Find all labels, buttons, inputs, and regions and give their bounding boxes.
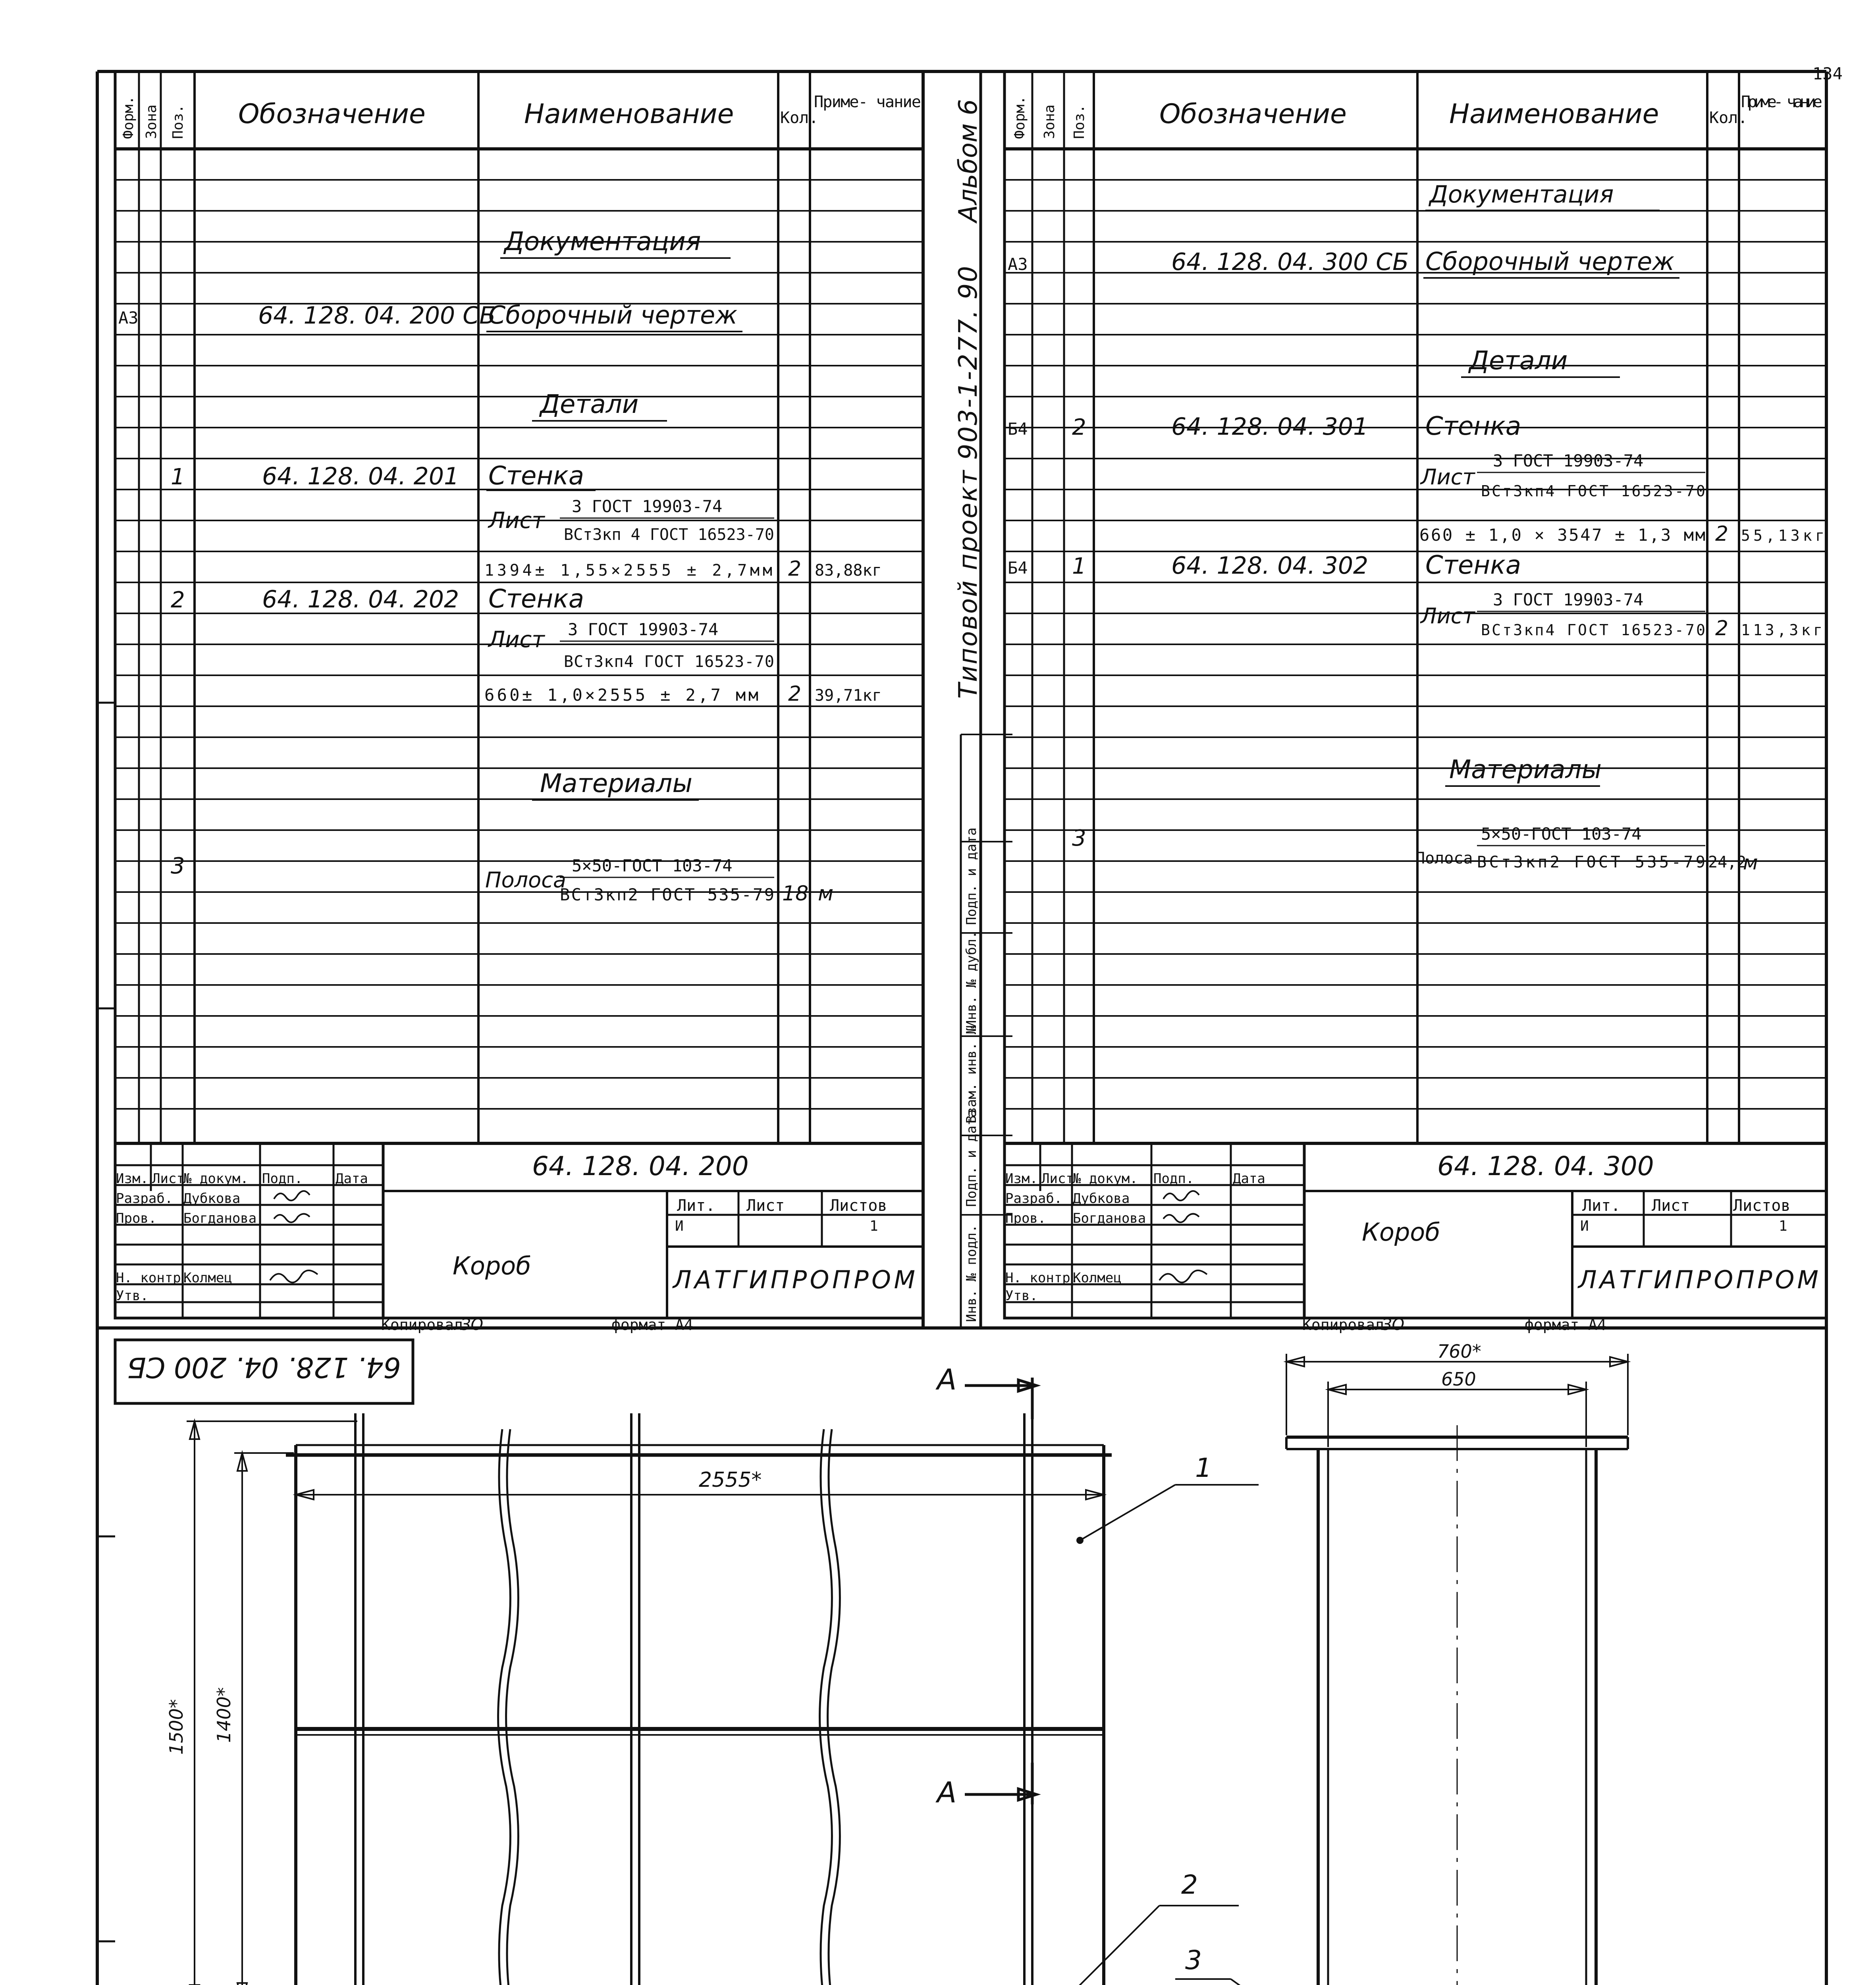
tbl-right-r2n: Богданова <box>1073 1210 1146 1226</box>
sheet-number: 134 <box>1812 64 1843 83</box>
r-item2-size: 660 ± 1,0 × 3547 ± 1,3 мм <box>1419 525 1705 545</box>
r-header-qty: Кол. <box>1709 109 1748 127</box>
tbl-left-r4: Утв. <box>116 1288 148 1304</box>
r-item1-format: Б4 <box>1008 558 1028 578</box>
tbl-right-h4: Подп. <box>1153 1171 1194 1187</box>
tbl-right-copied: Копировал <box>1302 1316 1384 1334</box>
r-section-docs: Документация <box>1429 181 1614 208</box>
r-item3-pos: 3 <box>1072 825 1086 851</box>
r-item1-pos: 1 <box>1072 553 1086 579</box>
item1-note: 83,88кг <box>815 561 882 580</box>
front-dimensions <box>166 1421 1104 1985</box>
header-designation: Обозначение <box>238 98 426 130</box>
header-pos: Поз. <box>170 104 186 139</box>
section-marker-bottom: А <box>937 1776 957 1809</box>
side-project: Типовой проект 903-1-277. 90 <box>954 266 983 699</box>
tbl-left-copied-name: ЗО <box>461 1316 484 1334</box>
tbl-right-sheets-value: 1 <box>1779 1218 1787 1234</box>
dim-width-outer: 760* <box>1437 1341 1481 1362</box>
leader-3 <box>1175 1945 1300 1985</box>
doc-designation: 64. 128. 04. 200 СБ <box>258 302 496 330</box>
item3-name: Полоса <box>485 867 566 892</box>
side-field-4: Инв. № дубл. <box>964 931 979 1028</box>
item3-pos: 3 <box>171 853 185 879</box>
header-qty: Кол. <box>780 109 819 127</box>
tbl-left-h4: Подп. <box>262 1171 303 1187</box>
dim-length: 2555* <box>699 1468 762 1492</box>
tbl-right-format: формат А4 <box>1525 1316 1606 1334</box>
tbl-left-r1n: Дубкова <box>183 1191 241 1206</box>
r-item1-note: 113,3кг <box>1741 621 1822 639</box>
item3-note: м <box>818 882 834 906</box>
tbl-right-r2: Пров. <box>1005 1210 1046 1226</box>
title-block-left <box>115 1143 923 1334</box>
tbl-left-name: Короб <box>453 1251 531 1280</box>
r-item1-name: Стенка <box>1425 551 1521 580</box>
item1-std-top: 3 ГОСТ 19903-74 <box>572 497 723 516</box>
header-zone: Зона <box>143 104 160 139</box>
item1-size: 1394± 1,55×2555 ± 2,7мм <box>484 561 772 580</box>
tbl-right-h1: Изм. <box>1005 1171 1038 1187</box>
tbl-left-h3: № докум. <box>183 1171 249 1187</box>
header-name: Наименование <box>524 98 734 130</box>
r-item2-note: 55,13кг <box>1741 527 1824 544</box>
leader-2 <box>1044 1869 1239 1985</box>
item2-note: 39,71кг <box>815 686 882 705</box>
r-header-designation: Обозначение <box>1159 98 1347 130</box>
tbl-right-r1: Разраб. <box>1005 1191 1062 1206</box>
item1-name: Стенка <box>488 461 584 491</box>
r-doc-format: А3 <box>1008 254 1028 274</box>
section-docs: Документация <box>504 227 701 256</box>
r-header-name: Наименование <box>1449 98 1659 130</box>
side-field-1: Инв. № подл. <box>964 1224 979 1322</box>
tbl-left-r3: Н. контр. <box>116 1270 189 1286</box>
tbl-right-org: ЛАТГИПРОПРОМ <box>1578 1265 1818 1294</box>
tbl-right-r3: Н. контр. <box>1005 1270 1079 1286</box>
tbl-left-designation: 64. 128. 04. 200 <box>532 1151 749 1181</box>
item2-qty: 2 <box>788 682 802 706</box>
spec-right-rows <box>1008 181 1824 874</box>
r-item3-std-top: 5×50-ГОСТ 103-74 <box>1481 824 1642 844</box>
r-header-zone: Зона <box>1041 104 1058 139</box>
item2-name: Стенка <box>488 584 584 614</box>
tbl-left-lit-value: И <box>675 1218 684 1234</box>
tbl-right-sheets-label: Листов <box>1733 1197 1791 1215</box>
corner-stamp-text: 64. 128. 04. 200 СБ <box>127 1351 401 1384</box>
tbl-left-r2n: Богданова <box>183 1210 257 1226</box>
title-block-right <box>1005 1143 1826 1334</box>
tbl-right-h5: Дата <box>1233 1171 1265 1187</box>
r-section-parts: Детали <box>1469 346 1568 376</box>
item2-std-top: 3 ГОСТ 19903-74 <box>568 620 719 639</box>
r-item1-qty: 2 <box>1715 617 1729 640</box>
tbl-left-org: ЛАТГИПРОПРОМ <box>673 1265 915 1294</box>
r-doc-name: Сборочный чертеж <box>1425 247 1675 276</box>
tbl-left-r3n: Колмец <box>183 1270 232 1286</box>
doc-format: А3 <box>118 308 139 328</box>
tbl-right-sheet-label: Лист <box>1652 1197 1690 1215</box>
tbl-right-lit-value: И <box>1580 1218 1589 1234</box>
item2-pos: 2 <box>171 587 185 613</box>
tbl-right-lit-label: Лит. <box>1582 1197 1621 1215</box>
side-view <box>1286 1425 1628 1985</box>
leader-2-label: 2 <box>1181 1869 1198 1900</box>
tbl-right-r3n: Колмец <box>1073 1270 1122 1286</box>
r-item2-std-bottom: ВСт3кп4 ГОСТ 16523-70 <box>1481 482 1705 500</box>
tbl-right-designation: 64. 128. 04. 300 <box>1437 1151 1654 1181</box>
tbl-left-lit-label: Лит. <box>677 1197 715 1215</box>
spec-right-grid <box>1005 71 1826 1143</box>
tbl-right-h2: Лист <box>1041 1171 1074 1187</box>
tbl-left-r2: Пров. <box>116 1210 157 1226</box>
r-doc-designation: 64. 128. 04. 300 СБ <box>1171 248 1409 276</box>
item1-pos: 1 <box>171 464 185 490</box>
item2-sheet: Лист <box>488 627 545 653</box>
leader-3-label: 3 <box>1185 1945 1202 1975</box>
section-parts: Детали <box>540 390 639 419</box>
r-item2-std-top: 3 ГОСТ 19903-74 <box>1493 451 1644 470</box>
r-header-format: Форм. <box>1012 96 1028 139</box>
section-marker-top: А <box>937 1363 957 1396</box>
side-field-3: Взам. инв. № <box>964 1026 979 1124</box>
tbl-left-copied: Копировал <box>381 1316 463 1334</box>
r-item3-note: м <box>1743 851 1758 874</box>
strips <box>355 1413 1032 1985</box>
tbl-right-h3: № докум. <box>1073 1171 1138 1187</box>
tbl-left-r1: Разраб. <box>116 1191 173 1206</box>
r-header-pos: Поз. <box>1071 104 1087 139</box>
edge-ticks <box>97 703 115 1985</box>
header-format: Форм. <box>120 96 137 139</box>
corner-stamp <box>115 1340 413 1403</box>
item1-std-bottom: ВСт3кп 4 ГОСТ 16523-70 <box>564 526 774 544</box>
header-note: Приме- чание <box>814 93 921 111</box>
r-item1-std-top: 3 ГОСТ 19903-74 <box>1493 590 1644 609</box>
tbl-right-r4: Утв. <box>1005 1288 1038 1304</box>
spec-left-rows <box>118 227 882 906</box>
tbl-left-format: формат А4 <box>611 1316 693 1334</box>
r-item3-name: Полоса <box>1415 849 1473 867</box>
tbl-left-h2: Лист <box>152 1171 185 1187</box>
r-item2-name: Стенка <box>1425 412 1521 441</box>
side-album: Альбом 6 <box>954 99 983 222</box>
item1-qty: 2 <box>788 557 802 581</box>
item1-designation: 64. 128. 04. 201 <box>262 463 459 490</box>
r-item2-pos: 2 <box>1072 414 1086 440</box>
side-field-5: Подп. и дата <box>964 827 979 925</box>
item3-qty: 18 <box>782 882 809 906</box>
tbl-left-sheets-label: Листов <box>830 1197 887 1215</box>
r-item2-sheet: Лист <box>1421 464 1475 490</box>
r-item3-std-bottom: ВСт3кп2 ГОСТ 535-79 <box>1477 853 1705 871</box>
tbl-left-sheets-value: 1 <box>870 1218 878 1234</box>
side-field-2: Подп. и дата <box>964 1109 979 1207</box>
r-item2-designation: 64. 128. 04. 301 <box>1171 413 1369 441</box>
leader-1-label: 1 <box>1195 1453 1212 1483</box>
tbl-left-h1: Изм. <box>116 1171 148 1187</box>
dim-width-inner: 650 <box>1441 1368 1476 1390</box>
tbl-right-name: Короб <box>1362 1218 1440 1247</box>
r-header-note: Приме- чание <box>1741 93 1822 111</box>
tbl-right-r1n: Дубкова <box>1073 1191 1130 1206</box>
section-materials: Материалы <box>540 769 692 798</box>
r-item3-qty: 24,2 <box>1708 853 1747 871</box>
item2-size: 660± 1,0×2555 ± 2,7 мм <box>484 685 758 705</box>
r-item2-format: Б4 <box>1008 419 1028 439</box>
item3-std-bottom: ВСт3кп2 ГОСТ 535-79 <box>560 885 774 904</box>
item3-std-top: 5×50-ГОСТ 103-74 <box>572 856 733 875</box>
item1-sheet: Лист <box>488 508 545 534</box>
spec-left-headers <box>120 93 921 139</box>
dim-height-outer: 1500* <box>166 1699 187 1755</box>
tbl-left-h5: Дата <box>335 1171 368 1187</box>
r-item2-qty: 2 <box>1715 522 1729 546</box>
doc-name: Сборочный чертеж <box>488 301 738 330</box>
item2-designation: 64. 128. 04. 202 <box>262 586 459 613</box>
front-view <box>286 1413 1112 1985</box>
r-section-materials: Материалы <box>1449 755 1602 784</box>
r-item1-designation: 64. 128. 04. 302 <box>1171 552 1369 580</box>
r-item1-std-bottom: ВСт3кп4 ГОСТ 16523-70 <box>1481 621 1705 639</box>
r-item1-sheet: Лист <box>1421 603 1475 628</box>
section-markers <box>935 1363 1036 1809</box>
tbl-left-sheet-label: Лист <box>746 1197 785 1215</box>
tbl-right-copied-name: ЗО <box>1382 1316 1405 1334</box>
item2-std-bottom: ВСт3кп4 ГОСТ 16523-70 <box>564 653 774 671</box>
dim-height-inner: 1400* <box>213 1687 235 1743</box>
